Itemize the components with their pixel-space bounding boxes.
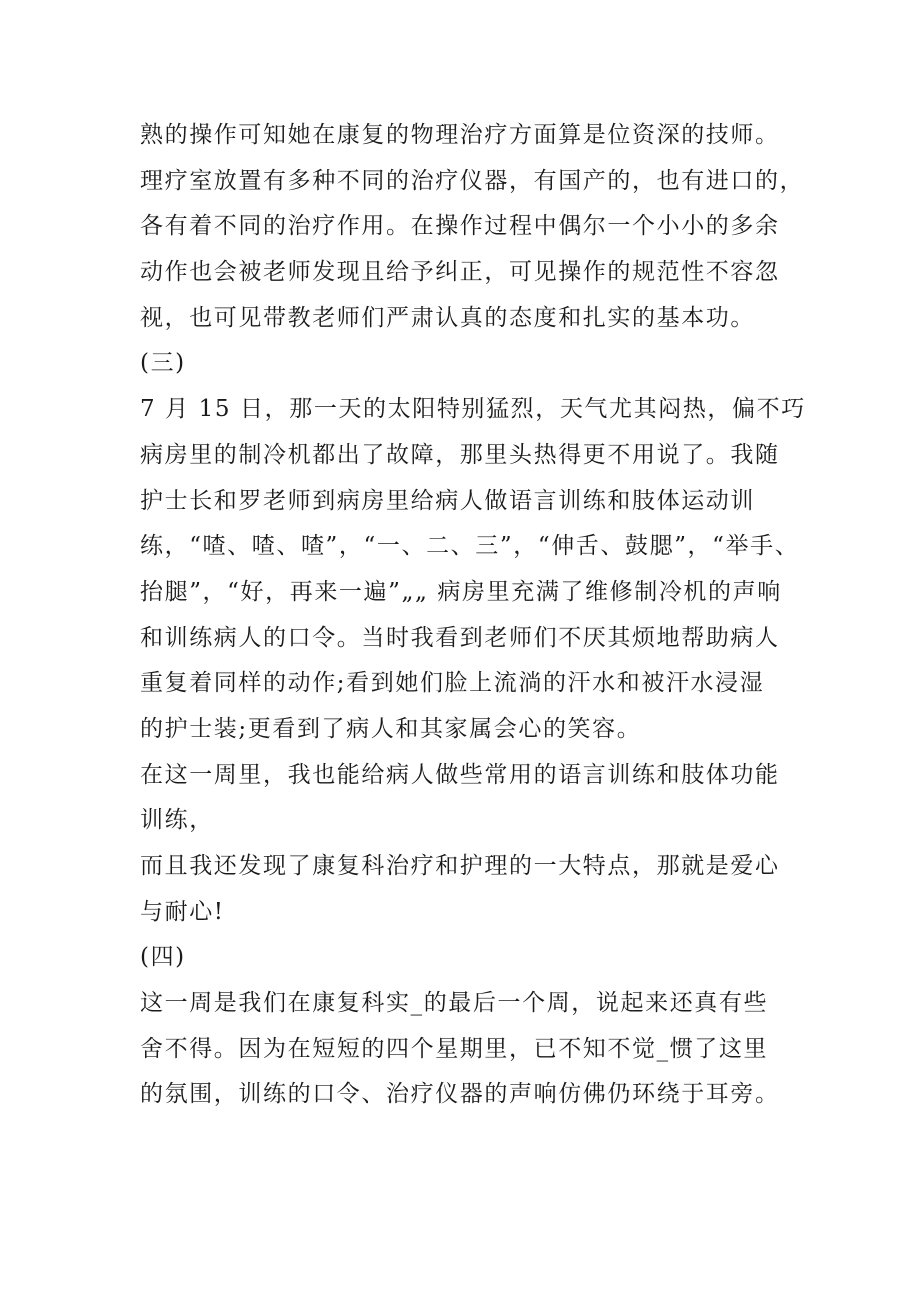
text-line: 护士长和罗老师到病房里给病人做语言训练和肢体运动训 — [140, 487, 755, 514]
section-heading: (三) — [140, 350, 186, 377]
text-line: 这一周是我们在康复科实_的最后一个周，说起来还真有些 — [140, 990, 769, 1017]
text-line: 抬腿”，“好，再来一遍”„„ 病房里充满了维修制冷机的声响 — [140, 578, 782, 605]
text-line: 的护士装;更看到了病人和其家属会心的笑容。 — [140, 715, 642, 742]
text-line: 与耐心! — [140, 898, 225, 925]
text-line: 在这一周里，我也能给病人做些常用的语言训练和肢体功能 — [140, 761, 780, 788]
text-line: 理疗室放置有多种不同的治疗仪器，有国产的，也有进口的， — [140, 167, 805, 194]
text-line: 各有着不同的治疗作用。在操作过程中偶尔一个小小的多余 — [140, 213, 780, 240]
text-line: 7 月 15 日，那一天的太阳特别猛烈，天气尤其闷热，偏不巧 — [140, 396, 806, 423]
text-line: 动作也会被老师发现且给予纠正，可见操作的规范性不容忽 — [140, 259, 780, 286]
section-heading: (四) — [140, 944, 186, 971]
text-line: 熟的操作可知她在康复的物理治疗方面算是位资深的技师。 — [140, 122, 780, 148]
text-line: 练，“喳、喳、喳”，“一、二、三”，“伸舌、鼓腮”，“举手、 — [140, 533, 800, 560]
text-line: 和训练病人的口令。当时我看到老师们不厌其烦地帮助病人 — [140, 624, 780, 651]
text-line: 而且我还发现了康复科治疗和护理的一大特点，那就是爱心 — [140, 853, 780, 879]
text-line: 重复着同样的动作;看到她们脸上流淌的汗水和被汗水浸湿 — [140, 670, 765, 697]
text-line: 舍不得。因为在短短的四个星期里，已不知不觉_惯了这里 — [140, 1035, 769, 1062]
document-body — [140, 113, 806, 1118]
text-line: 病房里的制冷机都出了故障，那里头热得更不用说了。我随 — [140, 441, 780, 468]
text-line: 训练， — [140, 807, 214, 834]
text-line: 视，也可见带教老师们严肃认真的态度和扎实的基本功。 — [140, 304, 755, 331]
text-line: 的氛围，训练的口令、治疗仪器的声响仿佛仍环绕于耳旁。 — [140, 1081, 780, 1108]
